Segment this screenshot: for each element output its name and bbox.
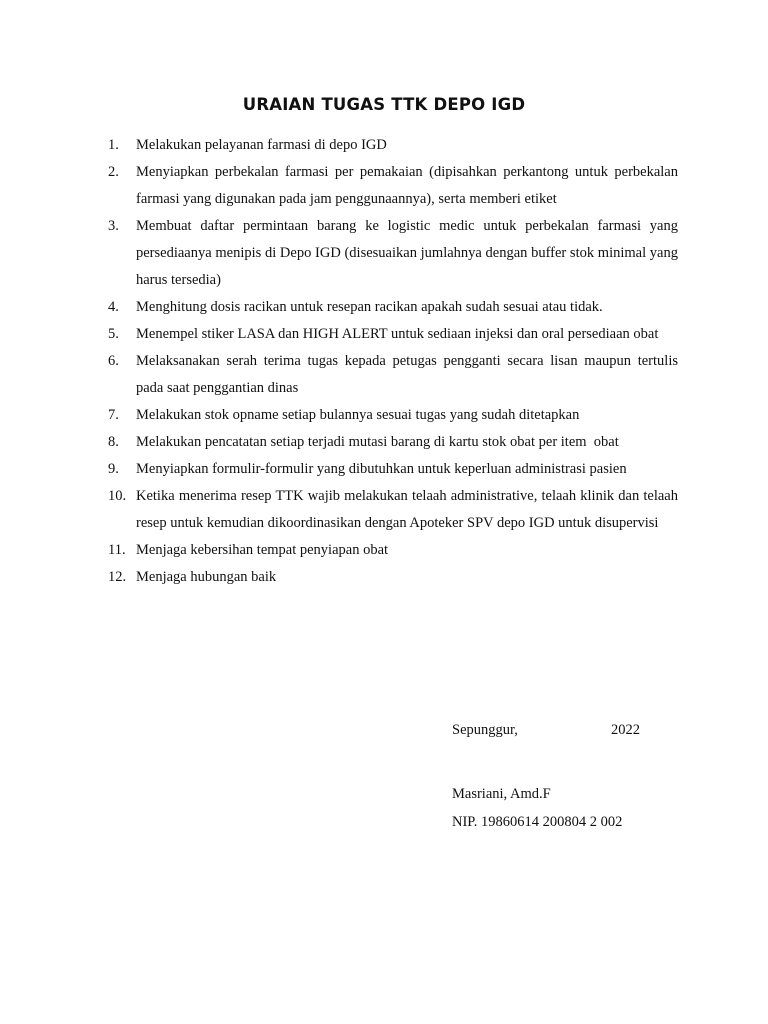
- signature-year: 2022: [611, 722, 640, 738]
- task-list: [108, 132, 678, 591]
- task-text: Melakukan stok opname setiap bulannya sesuai tugas yang sudah ditetapkan: [136, 407, 580, 423]
- task-text: Melaksanakan serah terima tugas kepada petugas pengganti secara lisan maupun tertulis pada saat penggantian dinas: [136, 353, 678, 396]
- signature-place: Sepunggur,: [452, 722, 518, 738]
- task-item-10: [108, 483, 678, 537]
- task-text: Melakukan pencatatan setiap terjadi mutasi barang di kartu stok obat per item obat: [136, 434, 619, 450]
- task-text: Menyiapkan formulir-formulir yang dibutuhkan untuk keperluan administrasi pasien: [136, 461, 627, 477]
- task-text: Menjaga hubungan baik: [136, 569, 277, 585]
- task-number: 1.: [108, 137, 119, 153]
- task-number: 9.: [108, 461, 119, 477]
- task-number: 2.: [108, 164, 119, 180]
- task-number: 6.: [108, 353, 119, 369]
- signatory-nip: NIP. 19860614 200804 2 002: [452, 814, 623, 830]
- task-text: Melakukan pelayanan farmasi di depo IGD: [136, 137, 387, 153]
- task-number: 3.: [108, 218, 119, 234]
- task-item-3: [108, 213, 678, 294]
- task-text: Ketika menerima resep TTK wajib melakukan telaah administrative, telaah klinik dan telaah resep untuk kemudian dikoordinasikan dengan Apoteker SPV depo IGD untuk disupervisi: [136, 488, 678, 531]
- task-number: 10.: [108, 488, 127, 504]
- task-number: 12.: [108, 569, 127, 585]
- task-number: 8.: [108, 434, 119, 450]
- task-number: 4.: [108, 299, 119, 315]
- task-number: 11.: [108, 542, 126, 558]
- task-item-6: [108, 348, 678, 402]
- document-title: URAIAN TUGAS TTK DEPO IGD: [242, 95, 526, 114]
- task-number: 7.: [108, 407, 119, 423]
- task-item-12: [108, 564, 678, 591]
- task-item-9: [108, 456, 678, 483]
- task-text: Menempel stiker LASA dan HIGH ALERT untuk sediaan injeksi dan oral persediaan obat: [136, 326, 659, 342]
- task-number: 5.: [108, 326, 119, 342]
- task-item-4: [108, 294, 678, 321]
- signatory-name: Masriani, Amd.F: [452, 786, 551, 802]
- task-text: Menjaga kebersihan tempat penyiapan obat: [136, 542, 389, 558]
- task-item-11: [108, 537, 678, 564]
- task-text: Menyiapkan perbekalan farmasi per pemakaian (dipisahkan perkantong untuk perbekalan farmasi yang digunakan pada jam penggunaannya), serta memberi etiket: [136, 164, 678, 207]
- task-text: Menghitung dosis racikan untuk resepan racikan apakah sudah sesuai atau tidak.: [136, 299, 603, 315]
- task-item-7: [108, 402, 678, 429]
- task-item-1: [108, 132, 678, 159]
- task-item-8: [108, 429, 678, 456]
- task-item-5: [108, 321, 678, 348]
- signature-place-date: [452, 722, 640, 739]
- task-item-2: [108, 159, 678, 213]
- task-text: Membuat daftar permintaan barang ke logistic medic untuk perbekalan farmasi yang persediaanya menipis di Depo IGD (disesuaikan jumlahnya dengan buffer stok minimal yang harus tersedia): [136, 218, 678, 288]
